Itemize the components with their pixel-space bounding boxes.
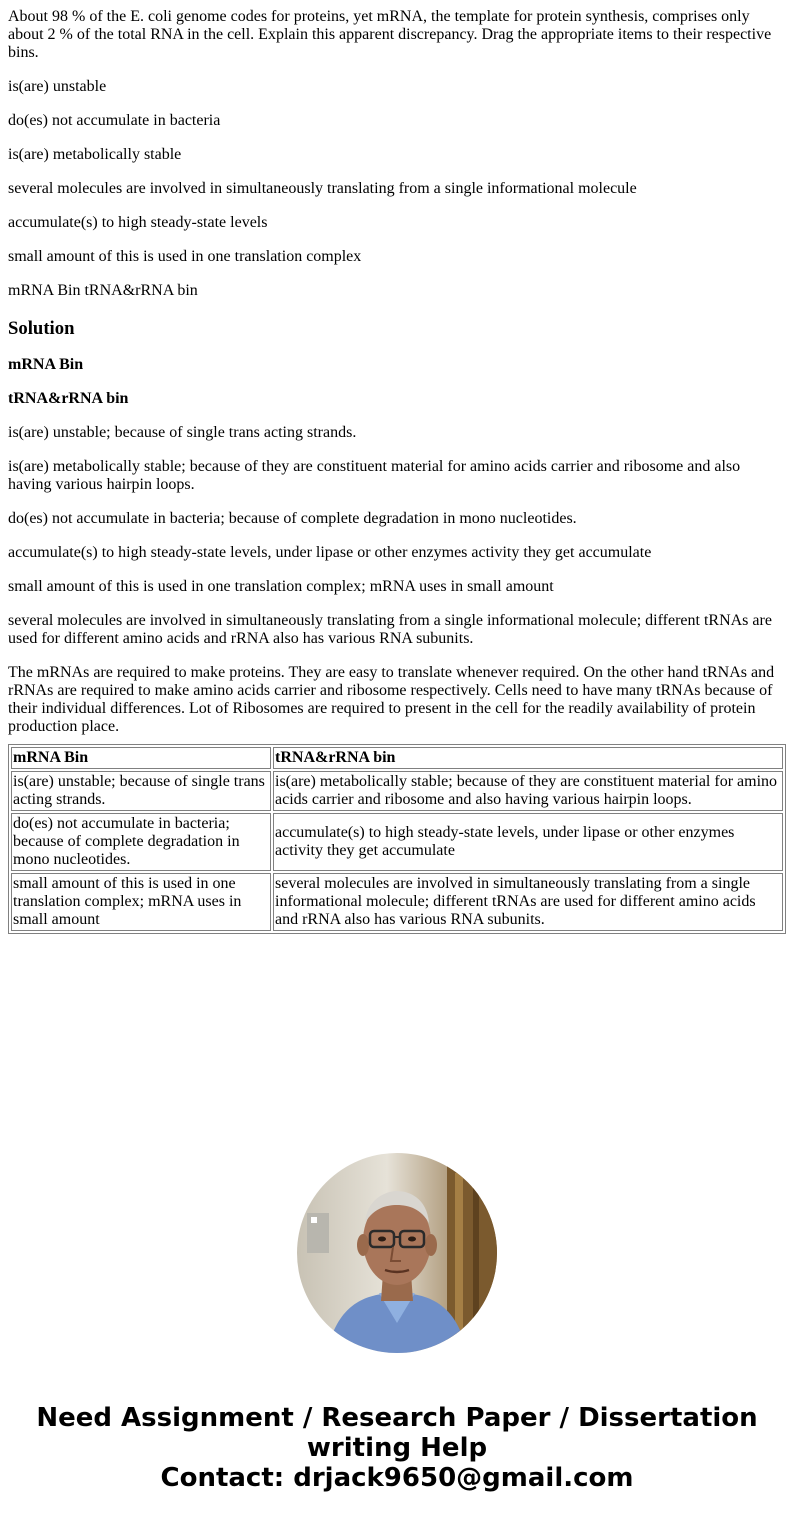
bin-label-mrna: mRNA Bin <box>8 356 84 373</box>
table-cell: do(es) not accumulate in bacteria; because of complete degradation in mono nucleotides. <box>11 813 271 871</box>
drag-item: several molecules are involved in simultaneously translating from a single informational molecule <box>8 180 637 197</box>
solution-heading: Solution <box>8 318 75 339</box>
table-row <box>11 813 783 871</box>
bin-label-trna-rrna: tRNA&rRNA bin <box>8 390 129 407</box>
table-header-row <box>11 747 783 769</box>
drag-item: small amount of this is used in one translation complex <box>8 248 362 265</box>
question-text: About 98 % of the E. coli genome codes for proteins, yet mRNA, the template for protein synthesis, comprises only about 2 % of the total RNA in the cell. Explain this apparent discrepancy. Drag the appropriate items to their respective bins. <box>8 8 772 61</box>
explanation: do(es) not accumulate in bacteria; because of complete degradation in mono nucleotides. <box>8 510 577 527</box>
banner-headline: Need Assignment / Research Paper / Dissertation writing Help <box>36 1403 758 1463</box>
explanation: accumulate(s) to high steady-state levels, under lipase or other enzymes activity they get accumulate <box>8 544 652 561</box>
drag-item: accumulate(s) to high steady-state levels <box>8 214 268 231</box>
bins-table <box>8 744 786 934</box>
table-cell: small amount of this is used in one translation complex; mRNA uses in small amount <box>11 873 271 931</box>
summary-paragraph: The mRNAs are required to make proteins. They are easy to translate whenever required. On the other hand tRNAs and rRNAs are required to make amino acids carrier and ribosome respectively. Cells need to have many tRNAs because of their individual differences. Lot of Ribosomes are required to present in the cell for the readily availability of protein production place. <box>8 664 775 735</box>
banner-contact: Contact: drjack9650@gmail.com <box>160 1463 634 1493</box>
drag-item: is(are) metabolically stable <box>8 146 182 163</box>
table-row <box>11 771 783 811</box>
drag-item: is(are) unstable <box>8 78 107 95</box>
explanation: is(are) unstable; because of single trans acting strands. <box>8 424 357 441</box>
table-header-mrna: mRNA Bin <box>11 747 271 769</box>
table-row <box>11 873 783 931</box>
explanation: several molecules are involved in simultaneously translating from a single informational molecule; different tRNAs are used for different amino acids and rRNA also has various RNA subunits. <box>8 612 772 647</box>
explanation: is(are) metabolically stable; because of they are constituent material for amino acids carrier and ribosome and also having various hairpin loops. <box>8 458 741 493</box>
author-avatar <box>297 1153 497 1353</box>
bins-line: mRNA Bin tRNA&rRNA bin <box>8 282 198 299</box>
person-portrait-icon <box>297 1153 497 1353</box>
table-cell: accumulate(s) to high steady-state levels, under lipase or other enzymes activity they get accumulate <box>273 813 783 871</box>
drag-item: do(es) not accumulate in bacteria <box>8 112 221 129</box>
table-header-trna-rrna: tRNA&rRNA bin <box>273 747 783 769</box>
table-cell: several molecules are involved in simultaneously translating from a single informational molecule; different tRNAs are used for different amino acids and rRNA also has various RNA subunits. <box>273 873 783 931</box>
contact-banner <box>0 1403 794 1493</box>
explanation: small amount of this is used in one translation complex; mRNA uses in small amount <box>8 578 554 595</box>
table-cell: is(are) metabolically stable; because of they are constituent material for amino acids carrier and ribosome and also having various hairpin loops. <box>273 771 783 811</box>
table-cell: is(are) unstable; because of single trans acting strands. <box>11 771 271 811</box>
